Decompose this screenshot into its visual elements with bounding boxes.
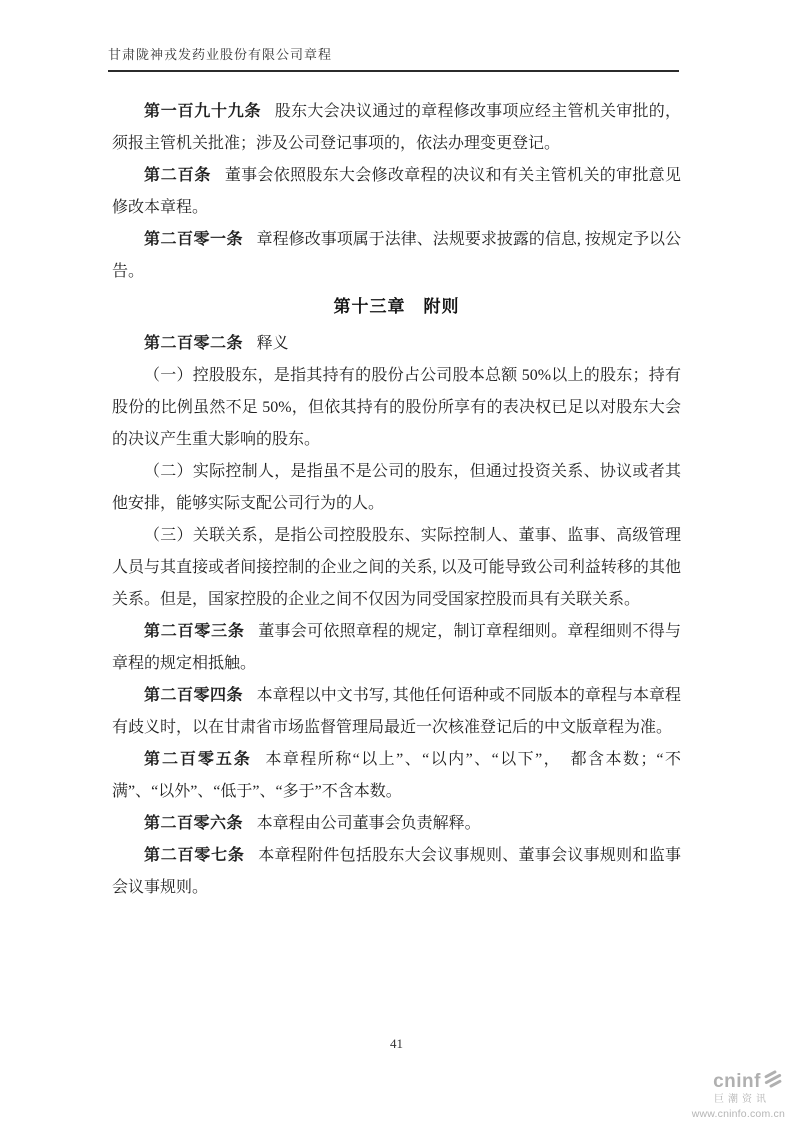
cninfo-chinese-name: 巨潮资讯 bbox=[714, 1094, 770, 1106]
article-text: 释义 bbox=[256, 335, 289, 352]
cninfo-swirl-icon bbox=[763, 1070, 783, 1093]
article-text: 本章程由公司董事会负责解释。 bbox=[256, 815, 481, 832]
cninfo-url: www.cninfo.com.cn bbox=[691, 1107, 785, 1120]
definition-item bbox=[112, 360, 681, 456]
article-number: 第二百零四条 bbox=[144, 687, 244, 704]
definition-text: （一）控股股东，是指其持有的股份占公司股本总额 50%以上的股东；持有股份的比例虽然不足 50%，但依其持有的股份所享有的表决权已足以对股东大会的决议产生重大影响的股东。 bbox=[112, 367, 681, 448]
article-paragraph bbox=[112, 680, 681, 744]
article-text: 董事会可依照章程的规定，制订章程细则。章程细则不得与章程的规定相抵触。 bbox=[112, 623, 681, 672]
article-text: 董事会依照股东大会修改章程的决议和有关主管机关的审批意见修改本章程。 bbox=[112, 167, 681, 216]
article-number: 第二百零三条 bbox=[144, 623, 245, 640]
article-paragraph bbox=[112, 616, 681, 680]
article-paragraph bbox=[112, 328, 681, 360]
cninfo-brand-text: cninf bbox=[713, 1070, 761, 1092]
document-body bbox=[112, 96, 681, 904]
article-number: 第二百零六条 bbox=[144, 815, 244, 832]
article-number: 第二百零七条 bbox=[144, 847, 245, 864]
cninfo-logo-row bbox=[685, 1070, 785, 1093]
article-number: 第一百九十九条 bbox=[144, 103, 262, 120]
definition-item bbox=[112, 520, 681, 616]
article-text: 股东大会决议通过的章程修改事项应经主管机关审批的，须报主管机关批准；涉及公司登记事项的，依法办理变更登记。 bbox=[112, 103, 681, 152]
article-paragraph bbox=[112, 96, 681, 160]
cninfo-logo bbox=[685, 1070, 785, 1120]
page-header-title: 甘肃陇神戎发药业股份有限公司章程 bbox=[108, 44, 679, 72]
article-text: 本章程附件包括股东大会议事规则、董事会议事规则和监事会议事规则。 bbox=[112, 847, 681, 896]
article-number: 第二百零五条 bbox=[144, 751, 252, 768]
article-paragraph bbox=[112, 160, 681, 224]
article-text: 本章程所称“以上”、“以内”、“以下”， 都含本数；“不满”、“以外”、“低于”、“多于”不含本数。 bbox=[112, 751, 681, 800]
chapter-heading: 第十三章 附则 bbox=[333, 297, 460, 316]
page-number: 41 bbox=[390, 1036, 403, 1051]
article-paragraph bbox=[112, 840, 681, 904]
article-paragraph bbox=[112, 808, 681, 840]
definition-text: （二）实际控制人，是指虽不是公司的股东，但通过投资关系、协议或者其他安排，能够实际支配公司行为的人。 bbox=[112, 463, 681, 512]
definition-text: （三）关联关系，是指公司控股股东、实际控制人、董事、监事、高级管理人员与其直接或者间接控制的企业之间的关系, 以及可能导致公司利益转移的其他关系。但是，国家控股的企业之间不仅因为同受国家控股而具有关联关系。 bbox=[112, 527, 681, 608]
article-number: 第二百条 bbox=[144, 167, 212, 184]
article-paragraph bbox=[112, 224, 681, 288]
article-number: 第二百零二条 bbox=[144, 335, 244, 352]
definition-item bbox=[112, 456, 681, 520]
article-text: 章程修改事项属于法律、法规要求披露的信息, 按规定予以公告。 bbox=[112, 231, 681, 280]
article-text: 本章程以中文书写, 其他任何语种或不同版本的章程与本章程有歧义时，以在甘肃省市场监督管理局最近一次核准登记后的中文版章程为准。 bbox=[112, 687, 681, 736]
article-number: 第二百零一条 bbox=[144, 231, 244, 248]
article-paragraph bbox=[112, 744, 681, 808]
